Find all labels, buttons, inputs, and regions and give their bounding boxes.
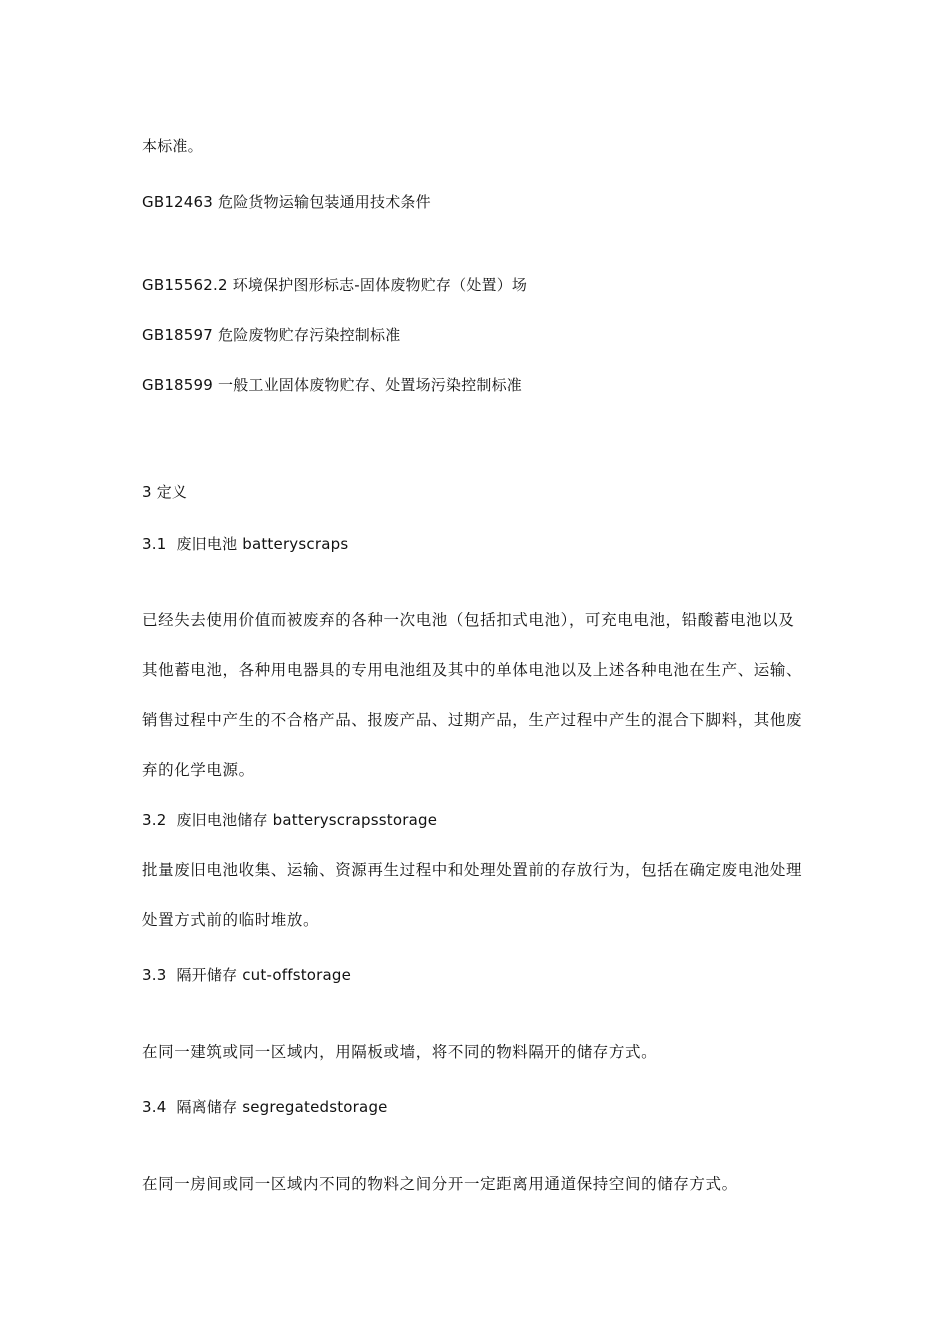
paragraph-line: 销售过程中产生的不合格产品、报废产品、过期产品，生产过程中产生的混合下脚料，其他废 (142, 711, 803, 729)
paragraph-line: 已经失去使用价值而被废弃的各种一次电池（包括扣式电池），可充电电池，铅酸蓄电池以及 (142, 611, 795, 629)
paragraph-line: 批量废旧电池收集、运输、资源再生过程中和处理处置前的存放行为，包括在确定废电池处理 (142, 861, 803, 879)
definition-number: 3.1 (142, 535, 167, 553)
continuation-text: 本标准。 (142, 137, 203, 155)
reference-gb18599: GB18599 一般工业固体废物贮存、处置场污染控制标准 (142, 376, 523, 394)
paragraph-line: 弃的化学电源。 (142, 761, 255, 779)
reference-gb18597: GB18597 危险废物贮存污染控制标准 (142, 326, 401, 344)
definition-3-3-text: 在同一建筑或同一区域内，用隔板或墙，将不同的物料隔开的储存方式。 (142, 1043, 658, 1061)
definition-title: 废旧电池储存 batteryscrapsstorage (176, 811, 438, 829)
definition-number: 3.4 (142, 1098, 167, 1116)
definition-title: 隔开储存 cut-offstorage (176, 966, 352, 984)
section-heading-definitions: 3 定义 (142, 483, 188, 501)
reference-gb15562: GB15562.2 环境保护图形标志-固体废物贮存（处置）场 (142, 276, 528, 294)
definition-3-2-heading (142, 810, 437, 830)
paragraph-line: 处置方式前的临时堆放。 (142, 911, 320, 929)
definition-number: 3.2 (142, 811, 167, 829)
definition-3-4-heading (142, 1097, 388, 1117)
reference-gb12463: GB12463 危险货物运输包装通用技术条件 (142, 193, 431, 211)
definition-3-1-text (142, 610, 802, 810)
definition-number: 3.3 (142, 966, 167, 984)
paragraph-line: 其他蓄电池，各种用电器具的专用电池组及其中的单体电池以及上述各种电池在生产、运输、 (142, 661, 803, 679)
definition-3-1-heading (142, 534, 348, 554)
definition-3-2-text (142, 860, 802, 960)
definition-3-3-heading (142, 965, 351, 985)
definition-title: 废旧电池 batteryscraps (176, 535, 349, 553)
definition-3-4-text: 在同一房间或同一区域内不同的物料之间分开一定距离用通道保持空间的储存方式。 (142, 1175, 738, 1193)
definition-title: 隔离储存 segregatedstorage (176, 1098, 388, 1116)
